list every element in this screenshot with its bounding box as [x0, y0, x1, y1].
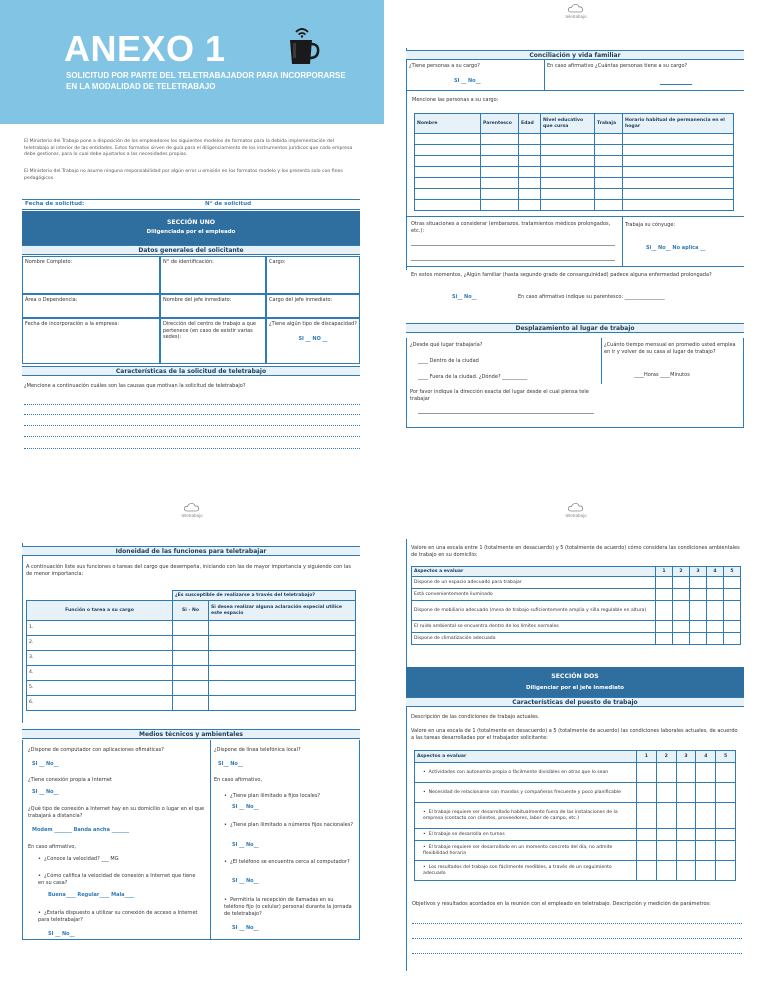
divider: [406, 216, 744, 217]
row-number: 5.: [27, 681, 173, 696]
celular-label: ¿El teléfono se encuentra cerca al computador?: [230, 859, 350, 865]
col-header: Trabaja: [595, 114, 623, 134]
aspecto-cell: • El trabajo se desarrolla en turnos: [415, 829, 637, 841]
divider: [406, 266, 744, 267]
plan-ilimitado-si-no[interactable]: SI __ No__: [232, 804, 259, 810]
table-row[interactable]: [27, 621, 356, 636]
conyuge-options[interactable]: Si__ No__ No aplica __: [646, 245, 706, 251]
section-one-title: SECCIÓN UNO: [166, 219, 216, 226]
section-one-subtitle: Diligenciada por el empleado: [146, 229, 236, 236]
table-row[interactable]: [415, 841, 736, 861]
celular-si-no[interactable]: SI __ No__: [232, 878, 259, 884]
table-row[interactable]: [415, 763, 736, 783]
conciliacion-header: Conciliación y vida familiar: [406, 50, 744, 60]
col-header: Nivel educativo que cursa: [541, 114, 595, 134]
row-number: 6.: [27, 696, 173, 711]
score-header: 2: [656, 751, 676, 763]
aspecto-cell: Está convenientemente iluminado: [412, 589, 656, 601]
row-number: 1.: [27, 621, 173, 636]
left-border: [22, 543, 23, 723]
page-1: [0, 0, 384, 497]
page-subtitle: SOLICITUD POR PARTE DEL TELETRABAJADOR PARA INCORPORARSE EN LA MODALIDAD DE TELETRABAJO: [66, 71, 346, 91]
aspecto-text: El trabajo requiere ser desarrollado en un momento concreto del día, no admite flexibilidad horaria: [423, 844, 613, 856]
logo-text: teletrabajo: [181, 513, 203, 518]
answer-line[interactable]: [24, 436, 360, 437]
table-row[interactable]: [415, 861, 736, 881]
col-header: Horario habitual de permanencia en el hogar: [623, 114, 734, 134]
fuera-ciudad-option[interactable]: ____ Fuera de la ciudad. ¿Dónde? __________: [418, 374, 528, 380]
direccion-label: Por favor indique la dirección exacta del lugar desde el cual piensa tele trabajar: [410, 389, 589, 402]
divider: [22, 209, 360, 210]
table-row[interactable]: [415, 200, 734, 211]
section-two-header: [406, 667, 744, 697]
recepcion-si-no[interactable]: SI __ No__: [232, 925, 259, 931]
table-row[interactable]: [415, 134, 734, 145]
discapacidad-label: ¿Tiene algún tipo de discapacidad?: [269, 321, 357, 327]
modem-options[interactable]: Modem _______ Banda ancha _______: [32, 827, 130, 833]
computador-si-no[interactable]: SI __ No__: [32, 761, 59, 767]
celular-item: • ¿El teléfono se encuentra cerca al computador?: [224, 859, 350, 865]
teletrabajo-logo: [546, 503, 606, 519]
answer-line[interactable]: [411, 260, 615, 261]
cargo-jefe-label: Cargo del jefe inmediato:: [269, 297, 333, 303]
cloud-logo-icon: [568, 503, 584, 512]
condiciones-table: [411, 566, 741, 645]
aclaracion-header: Si desea realizar alguna aclaración especial utilice este espacio: [209, 601, 356, 621]
nombre-jefe-field[interactable]: [160, 294, 266, 318]
aspecto-cell: Dispone de climatización adecuada: [412, 633, 656, 645]
cloud-logo-icon: [568, 4, 584, 13]
dentro-ciudad-option[interactable]: ____ Dentro de la ciudad: [418, 358, 479, 364]
personas-table: [414, 113, 734, 211]
intro-paragraph-2: El Ministerio del Trabajo no asume ninguna responsabilidad por algún error u omisión en los formatos modelo y los presenta solo con fines pedagógicos.: [24, 169, 343, 181]
direccion-centro-field[interactable]: [160, 318, 266, 364]
answer-line[interactable]: [411, 245, 615, 246]
table-row[interactable]: [27, 666, 356, 681]
divider: [22, 199, 360, 200]
puesto-table: [414, 750, 736, 881]
score-header: 2: [673, 567, 690, 577]
cuantas-label: En caso afirmativo ¿Cuántas personas tiene a su cargo?: [547, 63, 688, 69]
row-number: 2.: [27, 636, 173, 651]
tiempo-label: ¿Cuánto tiempo mensual en promedio usted emplea en ir y volver de su casa al lugar de trabajo?: [604, 342, 736, 355]
objetivos-label: Objetivos y resultados acordados en la reunión con el empleado en teletrabajo. Descripción y medición de parámetros:: [412, 901, 711, 907]
table-row[interactable]: [412, 601, 741, 621]
answer-line[interactable]: [24, 404, 360, 405]
aspecto-text: Necesidad de relacionarse con mandos y compañeros frecuente y poco planificable: [428, 789, 621, 795]
answer-line[interactable]: [412, 953, 742, 954]
parentesco-label: En caso afirmativo indique su parentesco: ________________: [518, 294, 665, 300]
teletrabajo-logo: [546, 4, 606, 20]
plan-ilimitado-item: • ¿Tiene plan ilimitado a fijos locales?: [224, 793, 321, 799]
susceptible-header: ¿Es susceptible de realizarse a través del teletrabajo?: [173, 591, 356, 601]
table-row[interactable]: [415, 829, 736, 841]
aspecto-text: Actividades con autonomía propia o fácilmente divisibles en otras que lo sean: [428, 769, 609, 775]
mencione-personas-label: Mencione las personas a su cargo:: [412, 97, 499, 103]
conyuge-label: Trabaja su cónyuge:: [625, 222, 676, 228]
afirmativo-label: En caso afirmativo,: [28, 844, 77, 850]
plan-nacional-item: • ¿Tiene plan ilimitado a números fijos nacionales?: [224, 822, 353, 828]
area-field[interactable]: [22, 294, 160, 318]
col-header: Parentesco: [481, 114, 519, 134]
aspecto-cell: Dispone de mobiliario adecuado (mesa de trabajo suficientemente amplia y silla regulable en altura): [412, 601, 656, 621]
score-header: 5: [724, 567, 741, 577]
familiar-si-no[interactable]: Si__ No__: [452, 294, 477, 300]
descripcion-label: Descripción de las condiciones de trabajo actuales.: [411, 714, 540, 720]
aspecto-text: Los resultados del trabajo son fácilmente medibles, a través de un seguimiento adecuado: [423, 864, 612, 876]
desplazamiento-header: Desplazamiento al lugar de trabajo: [406, 323, 744, 333]
table-row[interactable]: [412, 577, 741, 589]
tipo-conexion-label: ¿Qué tipo de conexión a Internet hay en su domicilio o lugar en el que trabajará a distancia?: [28, 806, 205, 819]
fecha-label: Fecha de solicitud:: [25, 201, 85, 207]
table-row[interactable]: [27, 651, 356, 666]
otras-situaciones-label: Otras situaciones a considerar (embarazos, tratamientos médicos prolongados, etc.):: [411, 221, 611, 234]
answer-line[interactable]: [24, 414, 360, 415]
conexion-si-no[interactable]: SI __ No__: [32, 789, 59, 795]
caracteristicas-header: Características de la solicitud de teletrabajo: [22, 366, 360, 376]
mencione-causas-label: ¿Mencione a continuación cuáles son las causas que motivan la solicitud de teletrabajo?: [24, 383, 246, 389]
logo-text: teletrabajo: [565, 513, 587, 518]
velocidad-label[interactable]: ¿Conoce la velocidad? ___ MG: [44, 856, 119, 862]
score-header: 5: [716, 751, 736, 763]
computador-label: ¿Dispone de computador con aplicaciones ofimáticas?: [28, 747, 164, 753]
nombre-completo-label: Nombre Completo:: [25, 259, 73, 265]
familiar-label: En estos momentos, ¿Algún familiar (hasta segundo grado de consanguinidad) padece alguna enfermedad prolongada?: [411, 272, 712, 278]
nombre-completo-field[interactable]: [22, 256, 160, 294]
table-row[interactable]: [415, 803, 736, 829]
col-header: Nombre: [415, 114, 481, 134]
discapacidad-field[interactable]: [266, 318, 360, 364]
divider: [544, 60, 545, 90]
linea-label: ¿Dispone de línea telefónica local?: [214, 747, 301, 753]
table-row[interactable]: [412, 633, 741, 645]
table-row[interactable]: [412, 589, 741, 601]
direccion-input[interactable]: [418, 413, 594, 414]
recepcion-item: • Permitiría la recepción de llamadas en su teléfono fijo (o celular) personal durante la jornada de teletrabajo?: [224, 897, 352, 917]
page-2: [384, 0, 768, 497]
idoneidad-header: Idoneidad de las funciones para teletrabajar: [22, 546, 360, 556]
table-row[interactable]: [415, 189, 734, 200]
table-row[interactable]: [27, 696, 356, 711]
califica-item: • ¿Cómo califica la velocidad de conexión a Internet que tiene en su casa?: [38, 873, 196, 886]
nombre-jefe-label: Nombre del jefe inmediato:: [163, 297, 232, 303]
score-header: 3: [690, 567, 707, 577]
table-row[interactable]: [415, 145, 734, 156]
divider: [622, 216, 623, 266]
area-label: Área o Dependencia:: [25, 297, 78, 303]
divider: [210, 740, 211, 940]
linea-si-no[interactable]: SI__ No__: [218, 761, 243, 767]
personas-cargo-si-no[interactable]: SI __ No__: [454, 78, 481, 84]
desde-donde-label: ¿Desde qué lugar trabajaría?: [410, 342, 483, 348]
table-row[interactable]: [415, 167, 734, 178]
valore2-label: Valore en una escala de 1 (totalmente en desacuerdo) a 5 (totalmente de acuerdo) las condiciones laborales actuales, de acuerdo a las tareas desarrolladas por el trabajador solicitante:: [411, 728, 738, 741]
plan-ilimitado-label: ¿Tiene plan ilimitado a fijos locales?: [230, 793, 321, 799]
answer-line[interactable]: [412, 923, 742, 924]
aspecto-cell: • Los resultados del trabajo son fácilmente medibles, a través de un seguimiento adecuado: [415, 861, 637, 881]
col-header: Edad: [519, 114, 541, 134]
table-row[interactable]: [27, 681, 356, 696]
score-header: 4: [707, 567, 724, 577]
recepcion-label: Permitiría la recepción de llamadas en su teléfono fijo (o celular) personal durante la jornada de teletrabajo?: [224, 897, 352, 917]
page-4: [384, 497, 768, 994]
score-header: 3: [676, 751, 696, 763]
plan-nacional-si-no[interactable]: SI __ No__: [232, 842, 259, 848]
answer-line[interactable]: [24, 425, 360, 426]
numero-label: N° de solicitud: [205, 201, 252, 207]
afirmativo-label-2: En caso afirmativo,: [214, 777, 263, 783]
score-header: 4: [696, 751, 716, 763]
si-no-header: Si - No: [173, 601, 209, 621]
medios-header: Medios técnicos y ambientales: [22, 729, 360, 739]
datos-generales-header: Datos generales del solicitante: [22, 245, 360, 255]
dispuesto-si-no[interactable]: SI __ No__: [48, 931, 75, 937]
cloud-logo-icon: [184, 503, 200, 512]
teletrabajo-logo: [162, 503, 222, 519]
table-row[interactable]: [412, 621, 741, 633]
intro-paragraph-1: El Ministerio del Trabajo pone a disposición de los empleadores los siguientes modelos de formatos para la debida implementación del teletrabajo al interior de las entidades. Estos formatos sirven de guía para el diligenciamiento de los instrumentos jurídicos que cada empresa debe gestionar, para lo cual debe ajustarlos a las necesidades propias.: [24, 139, 353, 158]
logo-text: teletrabajo: [565, 14, 587, 19]
identificacion-label: N° de identificación:: [163, 259, 214, 265]
fecha-incorporacion-field[interactable]: [22, 318, 160, 364]
funcion-header: Función o tarea a su cargo: [27, 601, 173, 621]
left-border: [406, 539, 407, 971]
velocidad-item: • ¿Conoce la velocidad? ___ MG: [38, 856, 119, 862]
dispuesto-item: • ¿Estaría dispuesto a utilizar su conexión de acceso a Internet para teletrabajar?: [38, 910, 198, 923]
page-title: ANEXO 1: [64, 28, 226, 69]
aspecto-cell: • El trabajo requiere ser desarrollado habitualmente fuera de las instalaciones de la empresa (contacto con clientes, proveedores, labor de campo, etc.): [415, 803, 637, 829]
direccion-centro-label: Dirección del centro de trabajo a que pertenece (en caso de existir varias sedes):: [163, 321, 257, 340]
section-two-title: SECCIÓN DOS: [551, 673, 599, 680]
funciones-table: [26, 590, 356, 711]
calidad-options[interactable]: Buena____ Regular____ Mala____: [48, 892, 135, 898]
aspecto-cell: • Necesidad de relacionarse con mandos y compañeros frecuente y poco planificable: [415, 783, 637, 803]
table-row[interactable]: [415, 156, 734, 167]
cargo-jefe-field[interactable]: [266, 294, 360, 318]
score-header: 1: [637, 751, 657, 763]
aspecto-cell: Dispone de un espacio adecuado para trabajar: [412, 577, 656, 589]
left-border: [406, 48, 407, 270]
horas-minutos-input[interactable]: ____Horas ____Minutos: [634, 372, 690, 378]
section-one-header: [22, 211, 360, 245]
answer-line[interactable]: [24, 448, 360, 449]
discapacidad-si-no[interactable]: SI __ NO __: [298, 335, 328, 342]
header-banner: [0, 0, 384, 124]
coffee-mug-icon: [282, 24, 322, 66]
aspecto-cell: El ruido ambiental se encuentra dentro de los límites normales: [412, 621, 656, 633]
aspecto-text: El trabajo se desarrolla en turnos: [428, 831, 505, 837]
aspecto-text: El trabajo requiere ser desarrollado habitualmente fuera de las instalaciones de la empresa (contacto con clientes, proveedores, labor de campo, etc.): [423, 809, 618, 821]
califica-label: ¿Cómo califica la velocidad de conexión a Internet que tiene en su casa?: [38, 873, 196, 886]
aspecto-cell: • El trabajo requiere ser desarrollado en un momento concreto del día, no admite flexibilidad horaria: [415, 841, 637, 861]
caracteristicas-puesto-header: Características del puesto de trabajo: [406, 697, 744, 707]
plan-nacional-label: ¿Tiene plan ilimitado a números fijos nacionales?: [230, 822, 353, 828]
conexion-label: ¿Tiene conexión propia a Internet: [28, 777, 112, 783]
fecha-incorporacion-label: Fecha de incorporación a la empresa:: [25, 321, 120, 327]
table-row[interactable]: [27, 636, 356, 651]
liste-funciones-label: A continuación liste sus funciones o tareas del cargo que desempeña, iniciando con las de mayor importancia y siguiendo con las de menor importancia:: [26, 564, 351, 577]
answer-line[interactable]: [412, 938, 742, 939]
aspectos-header: Aspectos a evaluar: [415, 751, 637, 763]
personas-cargo-label: ¿Tiene personas a su cargo?: [409, 63, 480, 69]
row-number: 4.: [27, 666, 173, 681]
cargo-label: Cargo:: [269, 259, 286, 265]
table-row[interactable]: [415, 783, 736, 803]
divider: [406, 90, 744, 91]
section-two-subtitle: Diligenciar por el jefe inmediato: [525, 685, 625, 692]
page-3: [0, 497, 384, 994]
valore-label: Valore en una escala entre 1 (totalmente en desacuerdo) y 5 (totalmente de acuerdo) cómo considera las condiciones ambientales de trabajo en su domicilio:: [411, 545, 740, 558]
identificacion-field[interactable]: [160, 256, 266, 294]
cargo-field[interactable]: [266, 256, 360, 294]
cuantas-input[interactable]: [660, 84, 692, 85]
table-row[interactable]: [415, 178, 734, 189]
divider: [601, 338, 602, 384]
aspecto-cell: • Actividades con autonomía propia o fácilmente divisibles en otras que lo sean: [415, 763, 637, 783]
row-number: 3.: [27, 651, 173, 666]
score-header: 1: [656, 567, 673, 577]
aspectos-header: Aspectos a evaluar: [412, 567, 656, 577]
dispuesto-label: ¿Estaría dispuesto a utilizar su conexión de acceso a Internet para teletrabajar?: [38, 910, 198, 923]
